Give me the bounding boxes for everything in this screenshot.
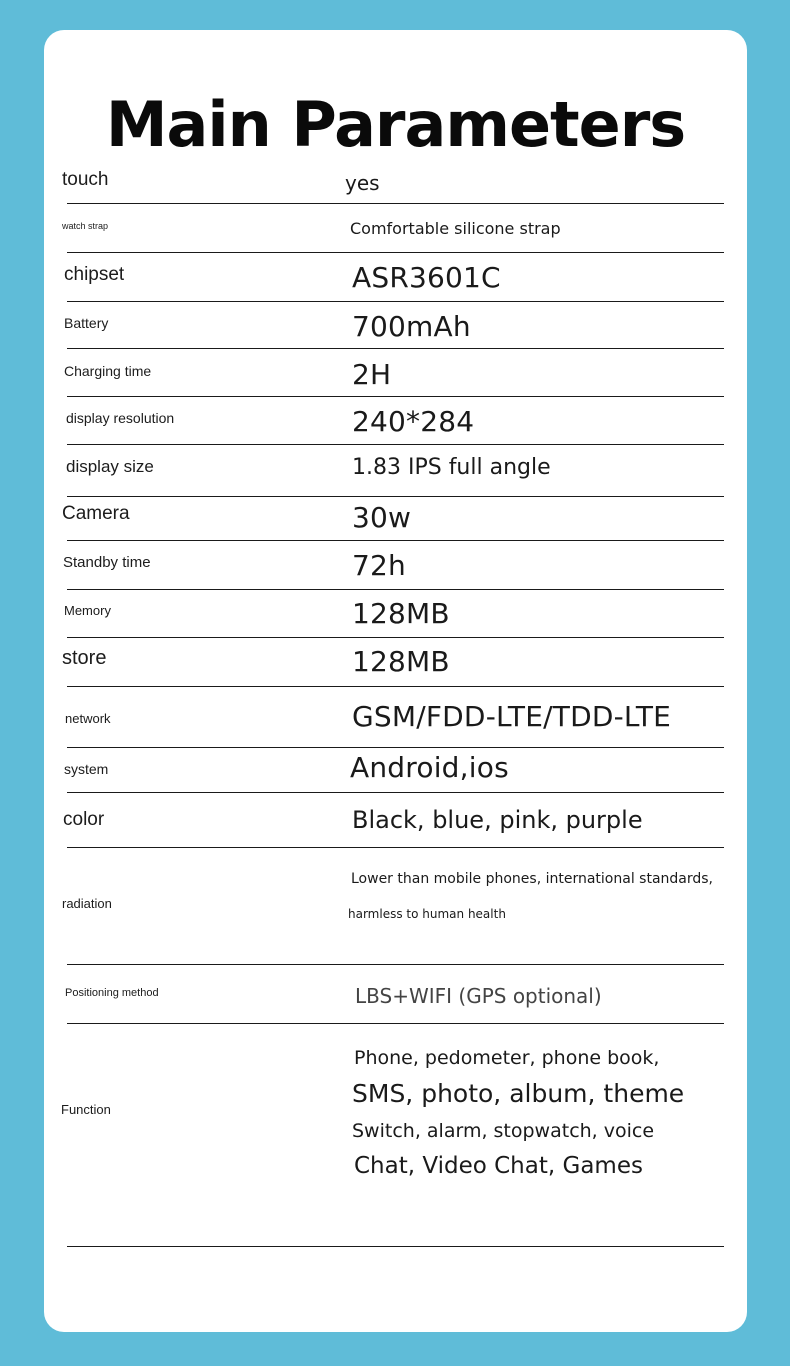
row-value-charging-time: 2H — [352, 358, 392, 391]
row-value-radiation-line-2: harmless to human health — [348, 907, 506, 921]
row-label-standby-time: Standby time — [63, 554, 151, 571]
row-value-function-line-3: Switch, alarm, stopwatch, voice — [352, 1120, 655, 1142]
row-label-chipset: chipset — [64, 264, 125, 285]
row-label-positioning-method: Positioning method — [65, 987, 159, 999]
row-divider — [67, 348, 724, 349]
row-divider — [67, 252, 724, 253]
row-label-camera: Camera — [62, 503, 130, 524]
row-label-watch-strap: watch strap — [62, 221, 109, 231]
row-value-radiation-line-1: Lower than mobile phones, international standards, — [351, 871, 713, 887]
row-label-function: Function — [61, 1102, 111, 1117]
row-value-memory: 128MB — [352, 597, 450, 630]
row-value-function-line-2: SMS, photo, album, theme — [352, 1079, 685, 1108]
row-divider — [67, 301, 724, 302]
row-value-chipset: ASR3601C — [352, 261, 501, 294]
row-divider — [67, 637, 724, 638]
row-value-function-line-4: Chat, Video Chat, Games — [354, 1153, 643, 1179]
row-divider — [67, 203, 724, 204]
row-divider — [67, 589, 724, 590]
row-value-standby-time: 72h — [352, 549, 406, 582]
row-value-positioning-method: LBS+WIFI (GPS optional) — [355, 984, 602, 1008]
row-label-display-size: display size — [66, 457, 154, 476]
row-divider — [67, 964, 724, 965]
row-value-color: Black, blue, pink, purple — [352, 806, 643, 834]
row-label-memory: Memory — [64, 603, 111, 618]
row-divider — [67, 747, 724, 748]
row-divider — [67, 540, 724, 541]
row-divider — [67, 1023, 724, 1024]
row-divider — [67, 396, 724, 397]
page-title: Main Parameters — [105, 88, 686, 161]
row-label-network: network — [65, 711, 111, 726]
row-divider — [67, 444, 724, 445]
row-divider — [67, 1246, 724, 1247]
row-value-function-line-1: Phone, pedometer, phone book, — [354, 1047, 660, 1069]
row-value-network: GSM/FDD-LTE/TDD-LTE — [352, 700, 672, 733]
row-value-watch-strap: Comfortable silicone strap — [350, 219, 561, 238]
row-value-system: Android,ios — [350, 751, 509, 784]
row-value-battery: 700mAh — [352, 310, 471, 343]
row-label-touch: touch — [62, 169, 109, 190]
row-label-color: color — [63, 809, 105, 830]
row-value-store: 128MB — [352, 645, 450, 678]
row-divider — [67, 847, 724, 848]
parameters-card — [44, 30, 747, 1332]
row-value-camera: 30w — [352, 501, 412, 534]
row-label-store: store — [62, 647, 107, 669]
row-label-display-resolution: display resolution — [66, 410, 175, 426]
row-label-charging-time: Charging time — [64, 363, 152, 379]
row-label-system: system — [64, 761, 109, 777]
row-value-touch: yes — [345, 171, 380, 195]
row-divider — [67, 686, 724, 687]
row-value-display-size: 1.83 IPS full angle — [352, 455, 551, 480]
row-divider — [67, 792, 724, 793]
row-divider — [67, 496, 724, 497]
row-label-radiation: radiation — [62, 896, 112, 911]
row-value-display-resolution: 240*284 — [352, 405, 475, 438]
row-label-battery: Battery — [64, 315, 109, 331]
